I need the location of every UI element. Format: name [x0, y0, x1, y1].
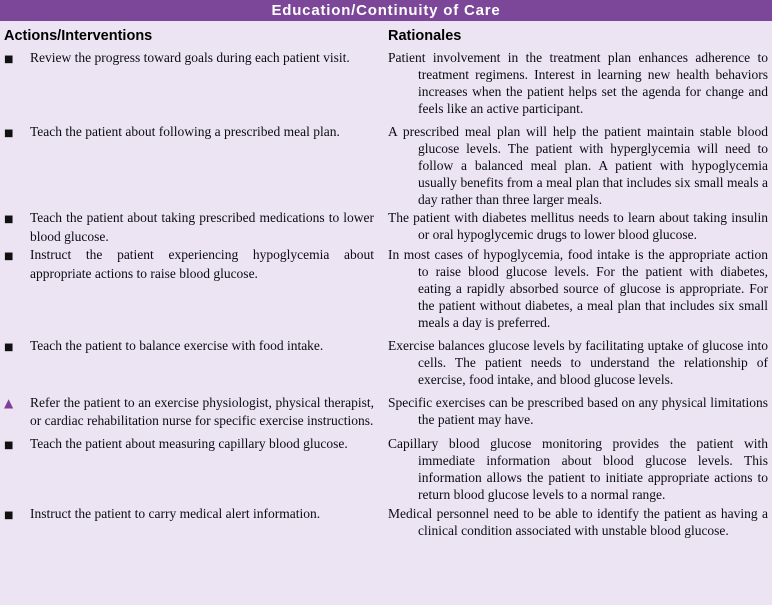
action-cell	[4, 394, 388, 429]
action-cell	[4, 123, 388, 142]
square-bullet-icon: ■	[4, 214, 14, 225]
action-cell	[4, 435, 388, 454]
table-row	[0, 505, 772, 539]
table-row	[0, 49, 772, 117]
rationale-cell: Exercise balances glucose levels by facilitating uptake of glucose into cells. The patient needs to understand the relationship of exercise, food intake, and blood glucose levels.	[388, 338, 768, 387]
square-bullet-icon: ■	[4, 510, 14, 521]
action-text: Teach the patient about taking prescribed medications to lower blood glucose.	[30, 210, 374, 244]
action-text: Teach the patient to balance exercise with food intake.	[30, 338, 324, 353]
column-header-rationales: Rationales	[388, 28, 462, 44]
column-header-actions: Actions/Interventions	[4, 28, 153, 44]
action-text: Review the progress toward goals during each patient visit.	[30, 50, 350, 65]
action-cell	[4, 505, 388, 524]
action-cell	[4, 209, 388, 245]
square-bullet-icon: ■	[4, 54, 14, 65]
square-bullet-icon: ■	[4, 251, 14, 262]
rationale-cell: Medical personnel need to be able to identify the patient as having a clinical condition associated with unstable blood glucose.	[388, 506, 768, 538]
action-cell	[4, 337, 388, 356]
table-row	[0, 394, 772, 429]
action-text: Instruct the patient to carry medical alert information.	[30, 506, 321, 521]
rationale-cell: A prescribed meal plan will help the patient maintain stable blood glucose levels. The patient with hyperglycemia will need to follow a balanced meal plan. A patient with hypoglycemia usually benefits from a meal plan that includes six small meals a day rather than three larger meals.	[388, 124, 768, 207]
square-bullet-icon: ■	[4, 342, 14, 353]
column-header-row	[0, 28, 772, 45]
section-header-bar	[0, 0, 772, 21]
action-text: Refer the patient to an exercise physiologist, physical therapist, or cardiac rehabilitation nurse for specific exercise instructions.	[30, 395, 374, 428]
rationale-cell: Specific exercises can be prescribed based on any physical limitations the patient may have.	[388, 395, 768, 427]
table-row	[0, 337, 772, 388]
rationale-cell: Patient involvement in the treatment plan enhances adherence to treatment regimens. Interest in learning new health behaviors increases when the patient helps set the agenda for change and feels like an active participant.	[388, 50, 768, 116]
action-cell	[4, 49, 388, 68]
square-bullet-icon: ■	[4, 440, 14, 451]
rationale-cell: In most cases of hypoglycemia, food intake is the appropriate action to raise blood glucose levels. For the patient with diabetes, eating a rapidly absorbed source of glucose is appropriate. For the patient without diabetes, a meal plan that includes six small meals a day is preferred.	[388, 247, 768, 330]
action-cell	[4, 246, 388, 282]
action-text: Instruct the patient experiencing hypoglycemia about appropriate actions to raise blood glucose.	[30, 247, 374, 281]
rationale-cell: Capillary blood glucose monitoring provides the patient with immediate information about blood glucose levels. This information allows the patient to initiate appropriate actions to return blood glucose levels to a normal range.	[388, 436, 768, 502]
action-text: Teach the patient about measuring capillary blood glucose.	[30, 436, 348, 451]
triangle-bullet-icon: ▲	[4, 396, 14, 410]
section-title: Education/Continuity of Care	[271, 2, 501, 19]
table-row	[0, 435, 772, 503]
table-row	[0, 123, 772, 208]
rationale-cell: The patient with diabetes mellitus needs to learn about taking insulin or oral hypoglycemic drugs to lower blood glucose.	[388, 210, 768, 242]
table-row	[0, 246, 772, 331]
square-bullet-icon: ■	[4, 128, 14, 139]
table-row	[0, 209, 772, 245]
action-text: Teach the patient about following a prescribed meal plan.	[30, 124, 340, 139]
